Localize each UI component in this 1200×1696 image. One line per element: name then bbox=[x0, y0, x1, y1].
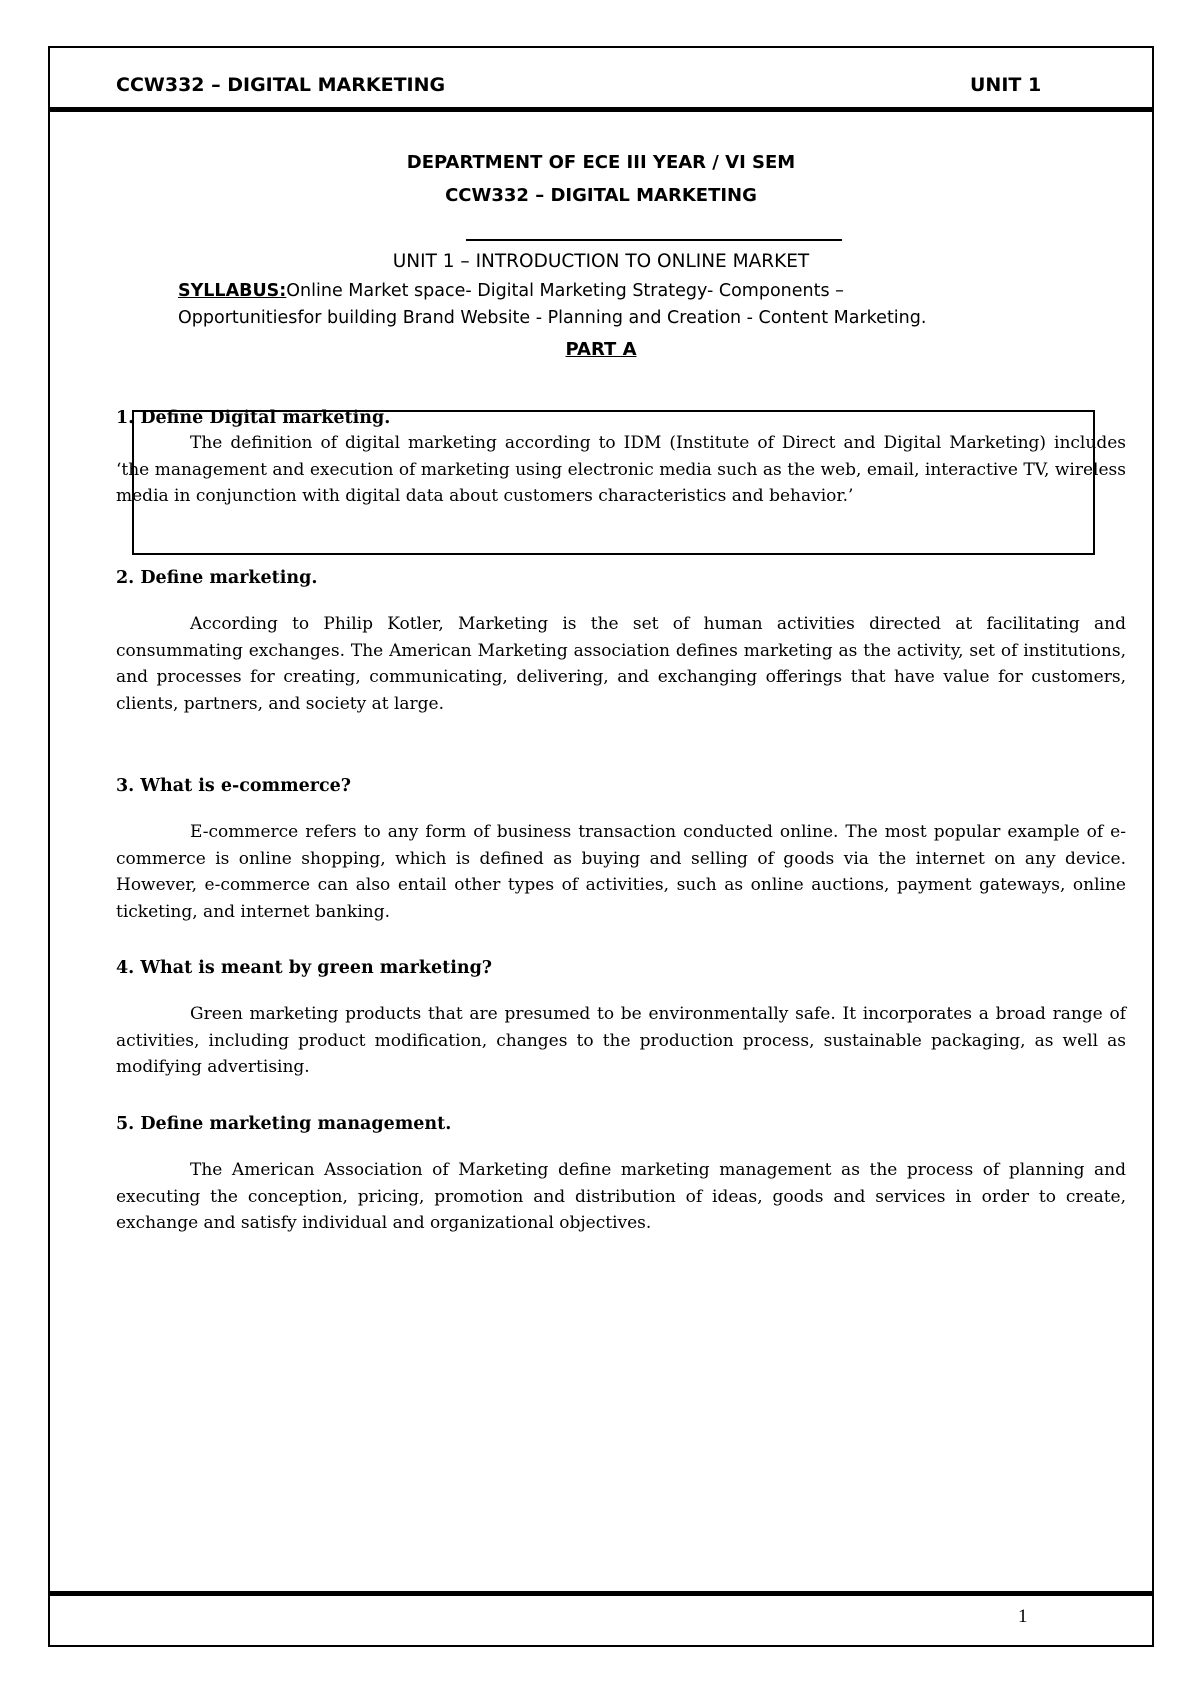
question-answer: E-commerce refers to any form of business transaction conducted online. The most popular example of e-commerce is online shopping, which is defined as buying and selling of goods via the internet on any device. However, e-commerce can also entail other types of activities, such as online auctions, payment gateways, online ticketing, and internet banking. bbox=[116, 822, 1126, 922]
question-1 bbox=[116, 408, 1126, 510]
department-title: DEPARTMENT OF ECE III YEAR / VI SEM bbox=[406, 152, 796, 173]
title-divider bbox=[466, 239, 842, 241]
header-course: CCW332 – DIGITAL MARKETING bbox=[116, 74, 446, 96]
unit-title: UNIT 1 – INTRODUCTION TO ONLINE MARKET bbox=[392, 251, 810, 272]
question-4 bbox=[116, 958, 1126, 1081]
question-heading: 5. Define marketing management. bbox=[116, 1114, 452, 1134]
question-answer: The American Association of Marketing define marketing management as the process of planning and executing the conception, pricing, promotion and distribution of ideas, goods and services in order to create, exchange and satisfy individual and organizational objectives. bbox=[116, 1160, 1126, 1233]
page-header bbox=[50, 46, 1152, 112]
question-answer: Green marketing products that are presumed to be environmentally safe. It incorporates a broad range of activities, including product modification, changes to the production process, sustainable packaging, as well as modifying advertising. bbox=[116, 1004, 1126, 1077]
header-unit: UNIT 1 bbox=[970, 74, 1042, 96]
syllabus-line-2: Opportunitiesfor building Brand Website - Planning and Creation - Content Marketing. bbox=[178, 308, 927, 328]
question-answer: The definition of digital marketing according to IDM (Institute of Direct and Digital Marketing) includes ‘the management and execution of marketing using electronic media such as the web, email, interactive TV, wireless media in conjunction with digital data about customers characteristics and behavior.’ bbox=[116, 433, 1126, 506]
part-a-heading: PART A bbox=[565, 339, 637, 360]
question-3 bbox=[116, 776, 1126, 925]
question-5 bbox=[116, 1114, 1126, 1237]
footer-divider bbox=[50, 1591, 1152, 1596]
question-heading: 1. Define Digital marketing. bbox=[116, 408, 391, 428]
question-heading: 2. Define marketing. bbox=[116, 568, 318, 588]
page-number: 1 bbox=[1018, 1606, 1028, 1627]
syllabus bbox=[178, 278, 1128, 332]
course-title: CCW332 – DIGITAL MARKETING bbox=[445, 185, 757, 206]
question-answer: According to Philip Kotler, Marketing is the set of human activities directed at facilitating and consummating exchanges. The American Marketing association defines marketing as the activity, set of institutions, and processes for creating, communicating, delivering, and exchanging offerings that have value for customers, clients, partners, and society at large. bbox=[116, 614, 1126, 714]
syllabus-line-1: Online Market space- Digital Marketing Strategy- Components – bbox=[286, 281, 844, 301]
question-heading: 3. What is e-commerce? bbox=[116, 776, 352, 796]
question-heading: 4. What is meant by green marketing? bbox=[116, 958, 493, 978]
question-2 bbox=[116, 568, 1126, 717]
syllabus-label: SYLLABUS: bbox=[178, 281, 287, 301]
